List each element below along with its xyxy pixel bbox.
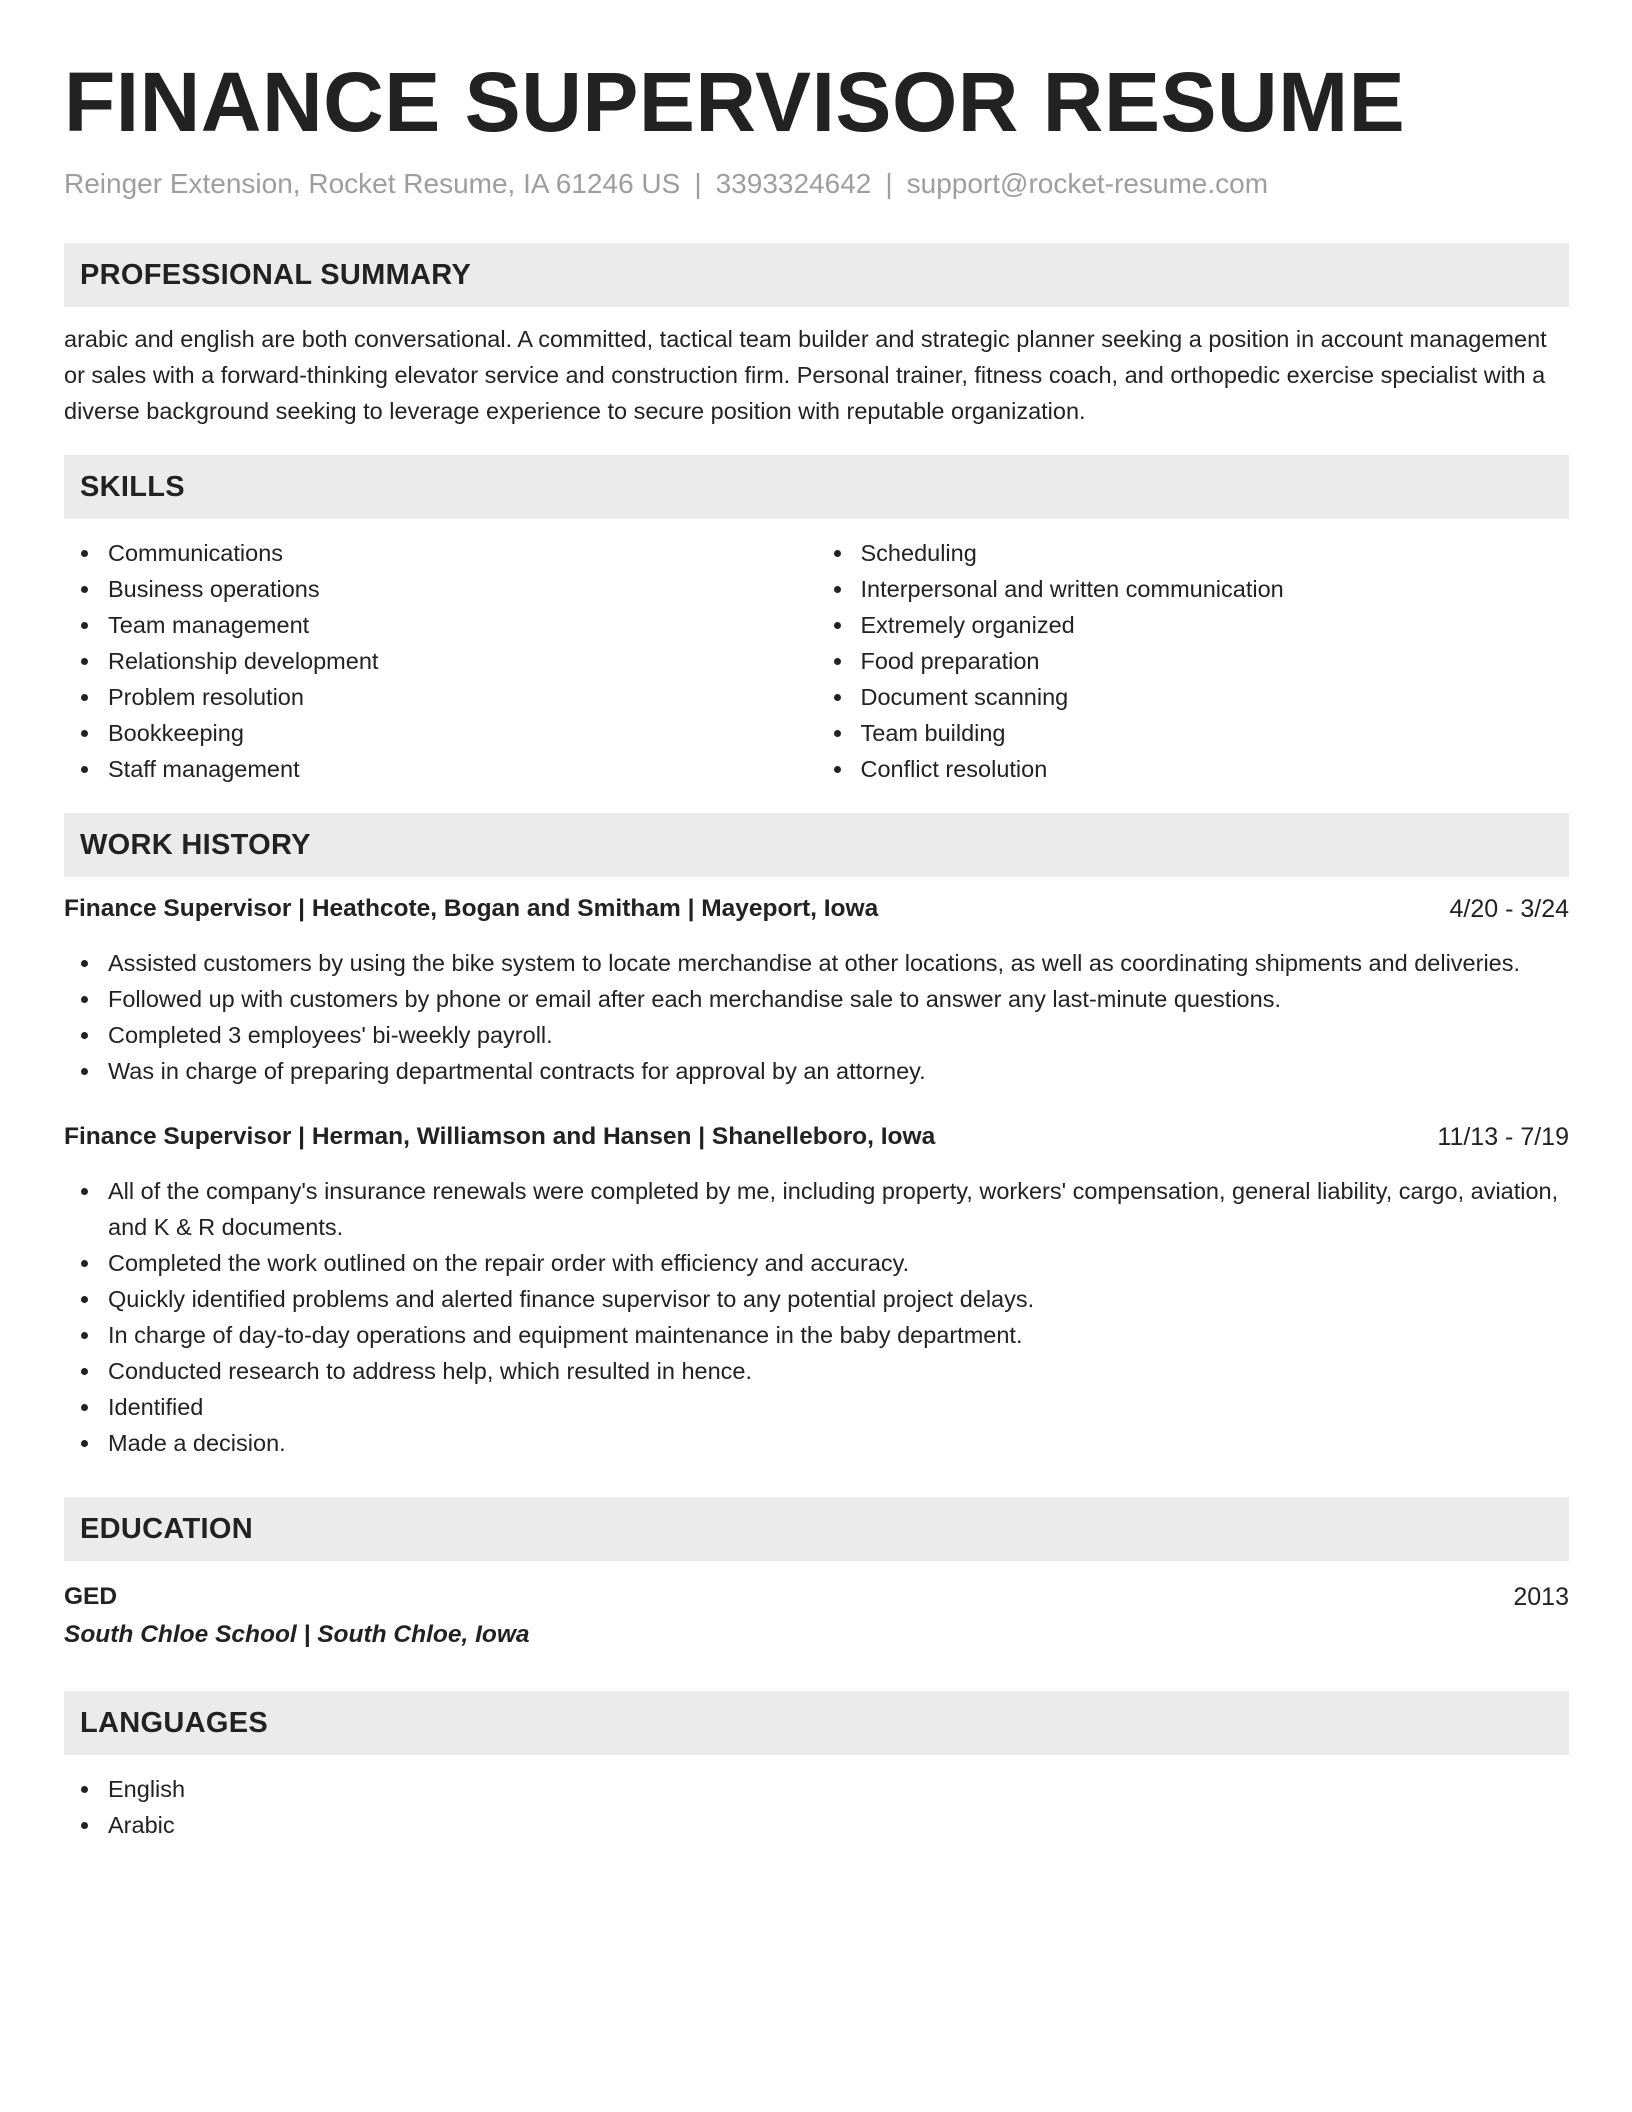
- job-bullet: Made a decision.: [64, 1425, 1569, 1461]
- skill-item: Staff management: [64, 751, 817, 787]
- language-item: Arabic: [64, 1807, 1569, 1843]
- job-bullet: All of the company's insurance renewals were completed by me, including property, workers' compensation, general liability, cargo, aviation, and K & R documents.: [64, 1173, 1569, 1245]
- contact-address: Reinger Extension, Rocket Resume, IA 61246 US: [64, 168, 681, 199]
- skill-item: Communications: [64, 535, 817, 571]
- job-header: [64, 1119, 1569, 1155]
- job-dates: 11/13 - 7/19: [1437, 1123, 1569, 1151]
- summary-text: arabic and english are both conversational. A committed, tactical team builder and strategic planner seeking a position in account management or sales with a forward-thinking elevator service and construction firm. Personal trainer, fitness coach, and orthopedic exercise specialist with a diverse background seeking to leverage experience to secure position with reputable organization.: [64, 326, 1547, 424]
- job-entry: [64, 1119, 1569, 1461]
- job-bullet: Completed the work outlined on the repair order with efficiency and accuracy.: [64, 1245, 1569, 1281]
- job-title: Finance Supervisor | Herman, Williamson and Hansen | Shanelleboro, Iowa: [64, 1123, 936, 1150]
- contact-email: support@rocket-resume.com: [906, 168, 1269, 199]
- skill-item: Business operations: [64, 571, 817, 607]
- job-bullets: [64, 1173, 1569, 1461]
- job-header: [64, 891, 1569, 927]
- skill-item: Conflict resolution: [817, 751, 1570, 787]
- job-bullet: Assisted customers by using the bike system to locate merchandise at other locations, as well as coordinating shipments and deliveries.: [64, 945, 1569, 981]
- skill-item: Team building: [817, 715, 1570, 751]
- skill-item: Relationship development: [64, 643, 817, 679]
- skill-item: Problem resolution: [64, 679, 817, 715]
- section-header-education: EDUCATION: [64, 1497, 1569, 1561]
- resume-title: FINANCE SUPERVISOR RESUME: [64, 55, 1406, 149]
- job-bullet: In charge of day-to-day operations and equipment maintenance in the baby department.: [64, 1317, 1569, 1353]
- languages-list: [64, 1771, 1569, 1843]
- job-dates: 4/20 - 3/24: [1449, 895, 1569, 923]
- contact-line: [64, 164, 1569, 204]
- education-year: 2013: [1513, 1583, 1569, 1611]
- education-header: [64, 1579, 1569, 1615]
- skill-item: Scheduling: [817, 535, 1570, 571]
- job-bullet: Completed 3 employees' bi-weekly payroll.: [64, 1017, 1569, 1053]
- section-header-skills: SKILLS: [64, 455, 1569, 519]
- skills-list: [64, 535, 1569, 787]
- job-title: Finance Supervisor | Heathcote, Bogan and Smitham | Mayeport, Iowa: [64, 895, 879, 922]
- contact-separator: |: [885, 168, 893, 199]
- skills-column-left: [64, 535, 817, 787]
- contact-separator: |: [694, 168, 702, 199]
- job-bullet: Identified: [64, 1389, 1569, 1425]
- skill-item: Food preparation: [817, 643, 1570, 679]
- skill-item: Interpersonal and written communication: [817, 571, 1570, 607]
- skill-item: Extremely organized: [817, 607, 1570, 643]
- job-bullet: Quickly identified problems and alerted finance supervisor to any potential project delays.: [64, 1281, 1569, 1317]
- section-header-work: WORK HISTORY: [64, 813, 1569, 877]
- contact-phone: 3393324642: [715, 168, 872, 199]
- education-entry: [64, 1579, 1569, 1653]
- education-school: South Chloe School | South Chloe, Iowa: [64, 1621, 530, 1648]
- language-item: English: [64, 1771, 1569, 1807]
- job-bullets: [64, 945, 1569, 1089]
- section-header-languages: LANGUAGES: [64, 1691, 1569, 1755]
- section-header-summary: PROFESSIONAL SUMMARY: [64, 243, 1569, 307]
- skill-item: Bookkeeping: [64, 715, 817, 751]
- job-entry: [64, 891, 1569, 1089]
- education-degree: GED: [64, 1583, 118, 1610]
- job-bullet: Conducted research to address help, which resulted in hence.: [64, 1353, 1569, 1389]
- skill-item: Team management: [64, 607, 817, 643]
- skill-item: Document scanning: [817, 679, 1570, 715]
- job-bullet: Followed up with customers by phone or email after each merchandise sale to answer any last-minute questions.: [64, 981, 1569, 1017]
- skills-column-right: [817, 535, 1570, 787]
- job-bullet: Was in charge of preparing departmental contracts for approval by an attorney.: [64, 1053, 1569, 1089]
